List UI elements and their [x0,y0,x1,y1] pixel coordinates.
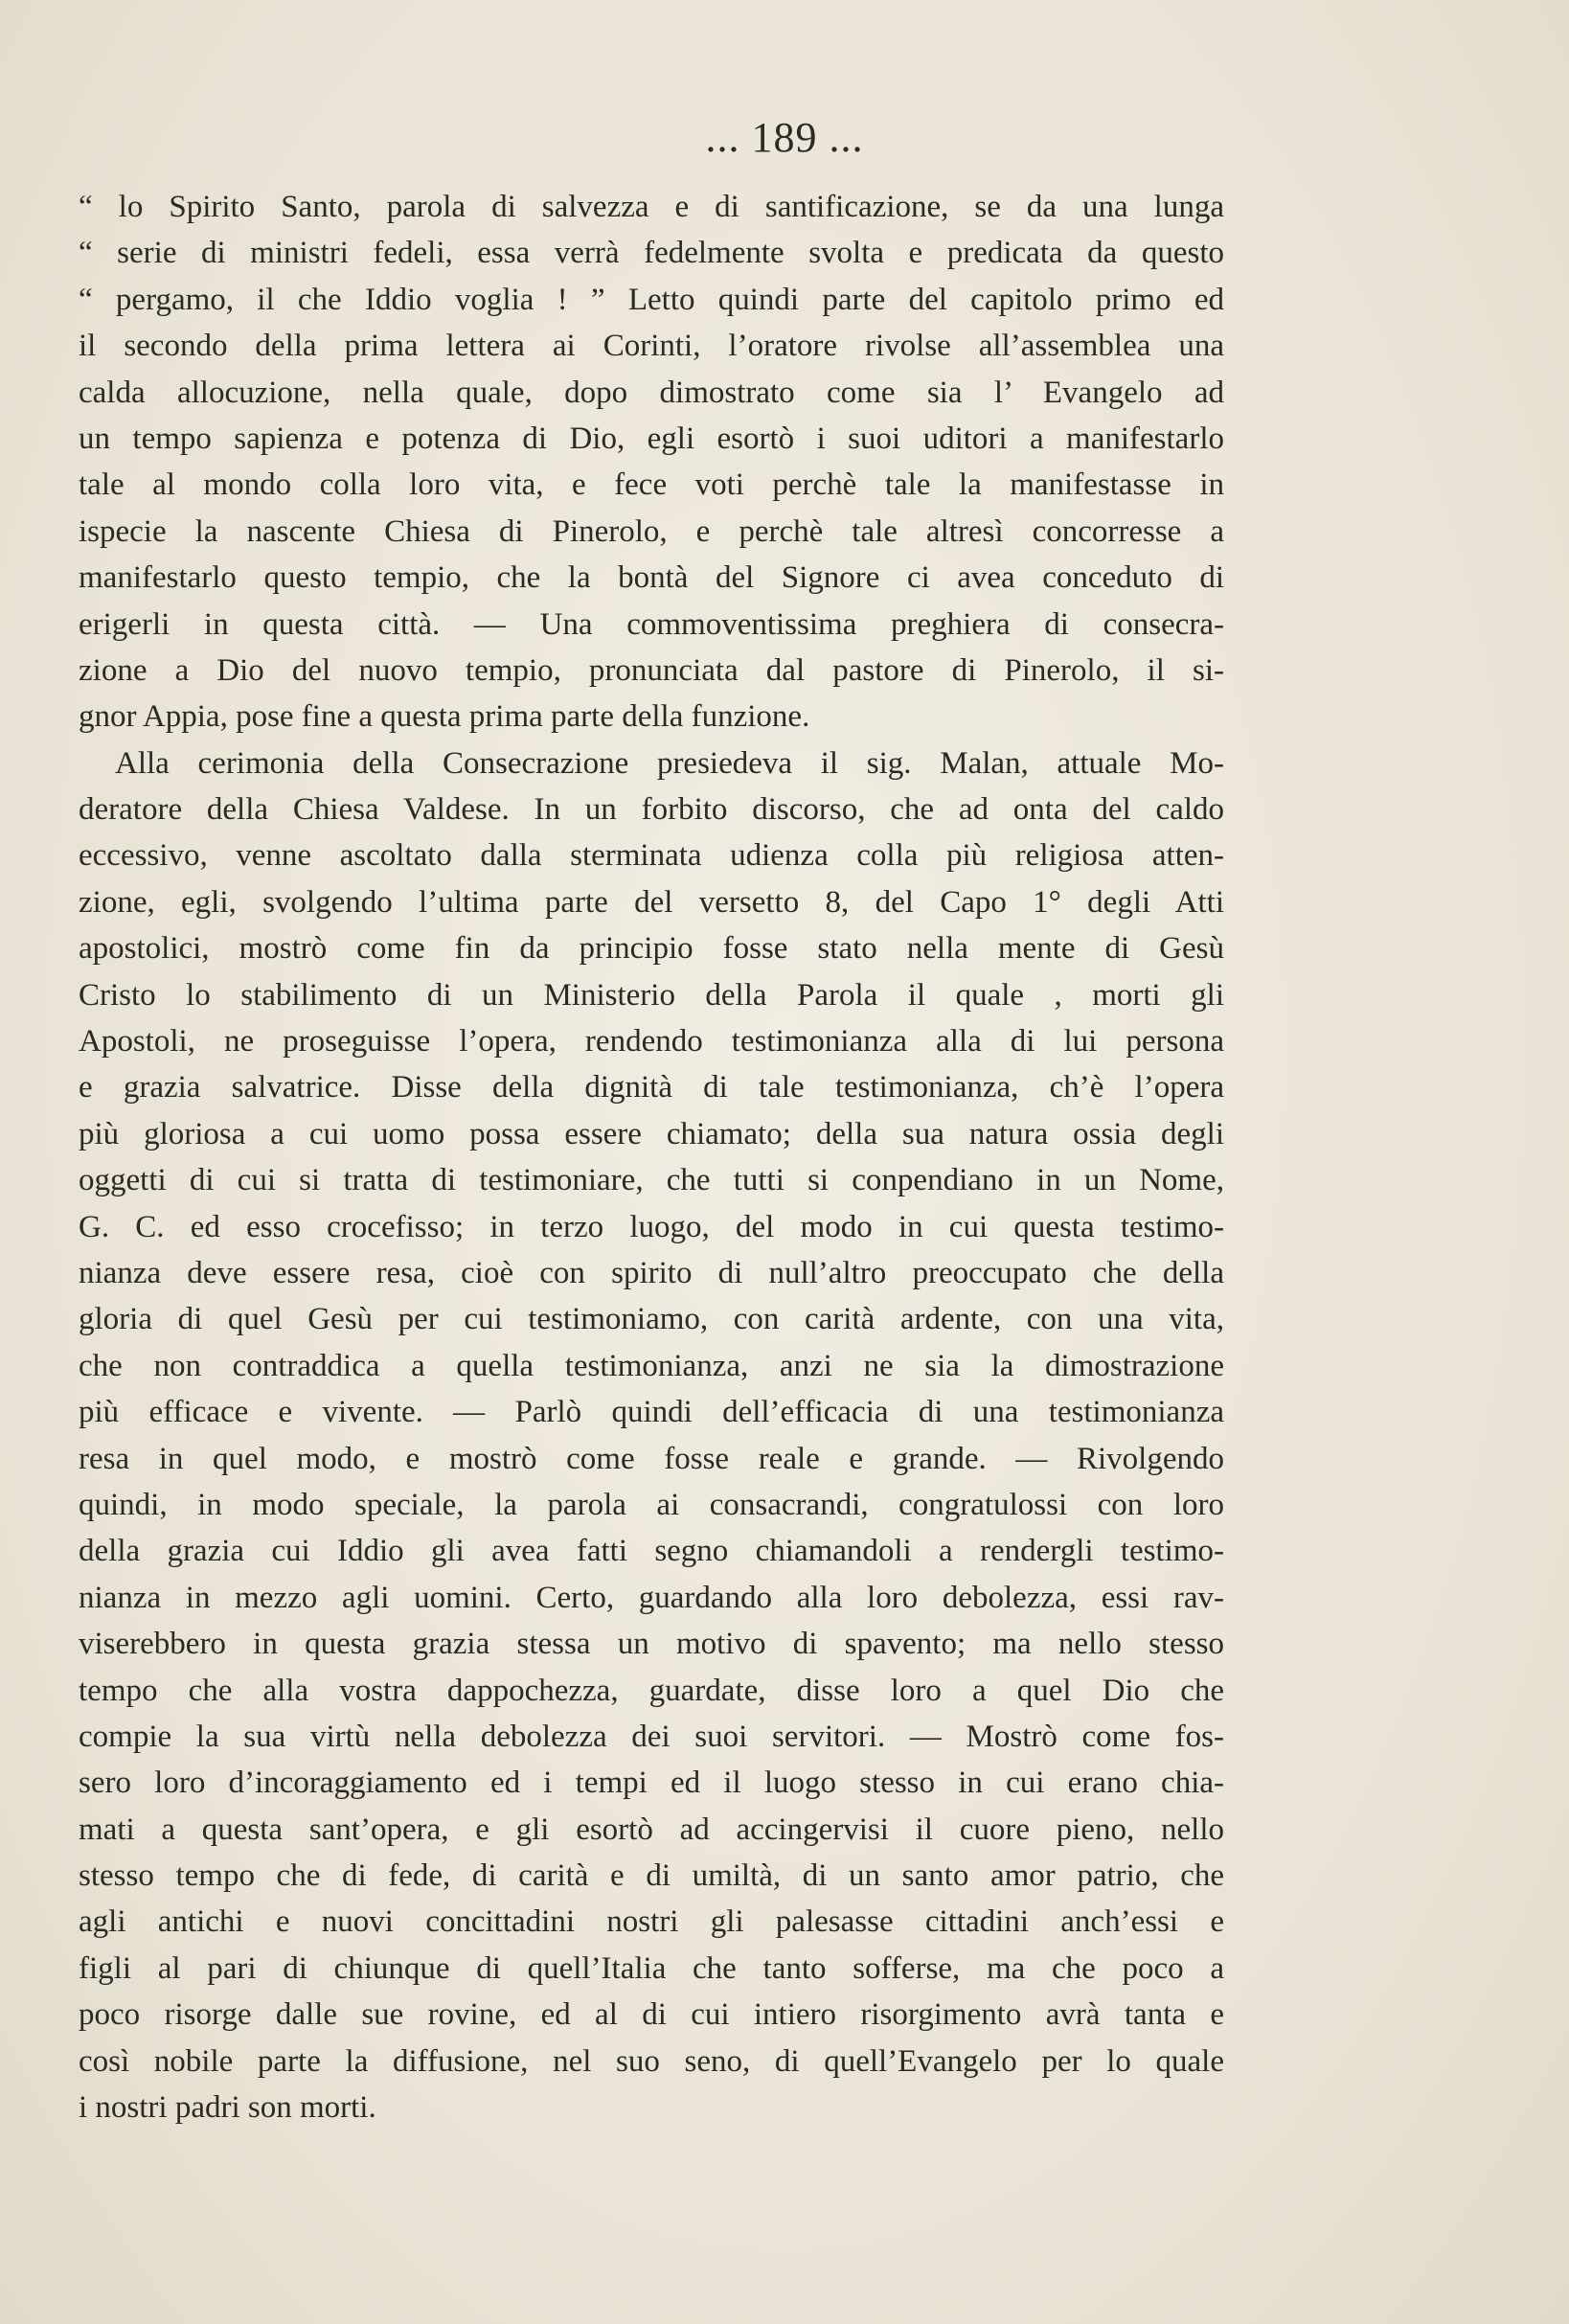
text-line: poco risorge dalle sue rovine, ed al di cui intiero risorgimento avrà tanta e [79,1997,1224,2033]
text-line: deratore della Chiesa Valdese. In un forbito discorso, che ad onta del caldo [79,792,1224,828]
text-line: erigerli in questa città. — Una commoventissima preghiera di consecra- [79,606,1224,642]
text-line: più efficace e vivente. — Parlò quindi dell’efficacia di una testimonianza [79,1395,1224,1430]
text-line: eccessivo, venne ascoltato dalla sterminata udienza colla più religiosa atten- [79,838,1224,874]
text-line: un tempo sapienza e potenza di Dio, egli esortò i suoi uditori a manifestarlo [79,421,1224,456]
text-line: agli antichi e nuovi concittadini nostri gli palesasse cittadini anch’essi e [79,1904,1224,1940]
text-line: ispecie la nascente Chiesa di Pinerolo, e perchè tale altresì concorresse a [79,513,1224,549]
text-line: Alla cerimonia della Consecrazione presiedeva il sig. Malan, attuale Mo- [115,745,1224,781]
text-line: oggetti di cui si tratta di testimoniare, che tutti si conpendiano in un Nome, [79,1163,1224,1198]
text-line: Cristo lo stabilimento di un Ministerio della Parola il quale , morti gli [79,977,1224,1013]
text-line: della grazia cui Iddio gli avea fatti segno chiamandoli a rendergli testimo- [79,1534,1224,1569]
text-line: nianza in mezzo agli uomini. Certo, guardando alla loro debolezza, essi rav- [79,1580,1224,1615]
text-line: resa in quel modo, e mostrò come fosse reale e grande. — Rivolgendo [79,1441,1224,1476]
text-line: manifestarlo questo tempio, che la bontà del Signore ci avea conceduto di [79,560,1224,596]
text-line: stesso tempo che di fede, di carità e di umiltà, di un santo amor patrio, che [79,1858,1224,1894]
text-line: tale al mondo colla loro vita, e fece voti perchè tale la manifestasse in [79,467,1224,503]
text-line: zione a Dio del nuovo tempio, pronunciata dal pastore di Pinerolo, il si- [79,652,1224,688]
text-line: mati a questa sant’opera, e gli esortò ad accingervisi il cuore pieno, nello [79,1811,1224,1847]
text-line: “ lo Spirito Santo, parola di salvezza e di santificazione, se da una lunga [79,190,1224,224]
text-line: quindi, in modo speciale, la parola ai consacrandi, congratulossi con loro [79,1487,1224,1522]
text-line: così nobile parte la diffusione, nel suo seno, di quell’Evangelo per lo quale [79,2043,1224,2079]
text-line: tempo che alla vostra dappochezza, guardate, disse loro a quel Dio che [79,1673,1224,1708]
text-line: figli al pari di chiunque di quell’Italia che tanto sofferse, ma che poco a [79,1950,1224,1986]
text-line: sero loro d’incoraggiamento ed i tempi ed il luogo stesso in cui erano chia- [79,1766,1224,1801]
text-line: gnor Appia, pose fine a questa prima parte della funzione. [79,699,810,735]
text-line: il secondo della prima lettera ai Corinti, l’oratore rivolse all’assemblea una [79,329,1224,364]
text-line: “ pergamo, il che Iddio voglia ! ” Letto quindi parte del capitolo primo ed [79,282,1224,317]
body-text [79,184,1224,2130]
text-line: più gloriosa a cui uomo possa essere chiamato; della sua natura ossia degli [79,1116,1224,1151]
text-line: viserebbero in questa grazia stessa un motivo di spavento; ma nello stesso [79,1627,1224,1662]
text-line: “ serie di ministri fedeli, essa verrà fedelmente svolta e predicata da questo [79,236,1224,271]
text-line: Apostoli, ne proseguisse l’opera, rendendo testimonianza alla di lui persona [79,1024,1224,1059]
text-line: che non contraddica a quella testimonianza, anzi ne sia la dimostrazione [79,1348,1224,1383]
text-line: compie la sua virtù nella debolezza dei suoi servitori. — Mostrò come fos- [79,1719,1224,1754]
text-line: zione, egli, svolgendo l’ultima parte del versetto 8, del Capo 1° degli Atti [79,884,1224,920]
text-line: gloria di quel Gesù per cui testimoniamo, con carità ardente, con una vita, [79,1302,1224,1337]
text-line: G. C. ed esso crocefisso; in terzo luogo, del modo in cui questa testimo- [79,1209,1224,1244]
text-line: nianza deve essere resa, cioè con spirito di null’altro preoccupato che della [79,1255,1224,1290]
text-line: calda allocuzione, nella quale, dopo dimostrato come sia l’ Evangelo ad [79,375,1224,410]
text-line: i nostri padri son morti. [79,2090,376,2126]
text-line: apostolici, mostrò come fin da principio fosse stato nella mente di Gesù [79,931,1224,967]
page-number: ... 189 ... [705,114,864,161]
text-line: e grazia salvatrice. Disse della dignità di tale testimonianza, ch’è l’opera [79,1070,1224,1105]
